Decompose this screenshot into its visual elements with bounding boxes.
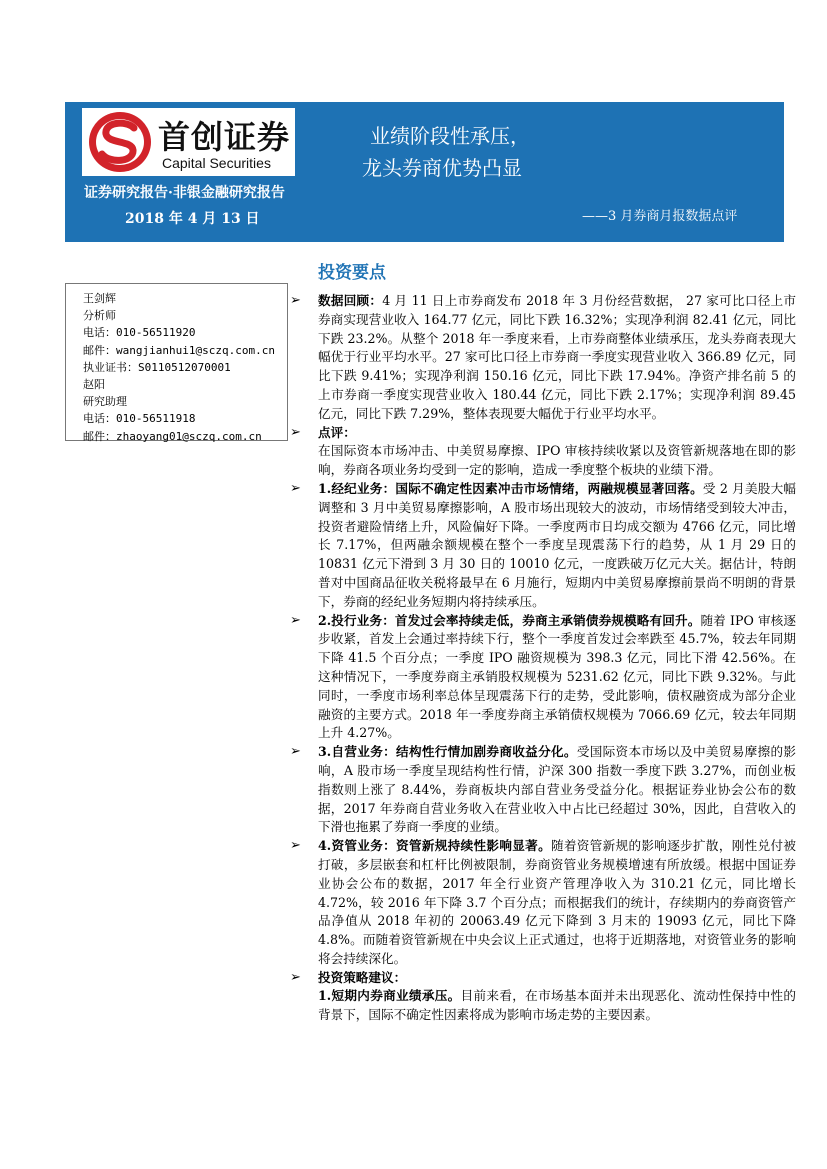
bullet-proprietary (290, 743, 797, 837)
report-date: 2018 年 4 月 13 日 (125, 211, 260, 227)
report-type: 证券研究报告·非银金融研究报告 (84, 185, 285, 201)
bullet-text: 4 月 11 日上市券商发布 2018 年 3 月份经营数据， 27 家可比口径上市券商实现营业收入 164.77 亿元，同比下跌 16.32%；实现净利润 82.41 亿元，同比下跌 23.2%。从整个 2018 年一季度来看，上市券商整体业绩承压，龙头券商表现大幅优于行业平均水平。27 家可比口径上市券商一季度实现营业收入 366.89 亿元，同比下跌 9.41%；实现净利润 150.16 亿元，同比下跌 17.94%。净资产排名前 5 的上市券商一季度实现营业收入 180.44 亿元，同比下跌 2.17%；实现净利润 89.45 亿元，同比下跌 7.29%，整体表现要大幅优于行业平均水平。 (318, 293, 796, 421)
analyst-line: 执业证书：S0110512070001 (83, 360, 231, 374)
strategy-paragraph (296, 987, 796, 1025)
analyst-line: 电话：010-56511920 (83, 326, 196, 340)
analyst-line: 电话：010-56511918 (83, 412, 196, 426)
logo-chinese-name: 首创证券 (158, 118, 291, 156)
arrow-bullet-icon: ➢ (290, 838, 301, 854)
analyst-line: 赵阳 (83, 378, 105, 392)
bullet-label: 点评： (318, 424, 356, 440)
bullet-label: 1.经纪业务：国际不确定性因素冲击市场情绪，两融规模显著回落。 (318, 480, 703, 496)
bullet-label: 数据回顾： (318, 293, 383, 308)
investment-points (290, 292, 797, 1025)
bullet-asset-management (290, 837, 797, 969)
report-header (65, 102, 784, 242)
bullet-strategy (290, 969, 796, 988)
arrow-bullet-icon: ➢ (290, 969, 301, 985)
bullet-brokerage (290, 480, 796, 612)
analyst-line: 分析师 (83, 309, 116, 323)
strategy-text: 目前来看，在市场基本面并未出现恶化、流动性保持中性的背景下，国际不确定性因素将成为影响市场走势的主要因素。 (318, 988, 796, 1023)
arrow-bullet-icon: ➢ (290, 612, 301, 628)
analyst-line: 研究助理 (83, 395, 127, 409)
bullet-text: 受国际资本市场以及中美贸易摩擦的影响，A 股市场一季度呈现结构性行情，沪深 300 指数一季度下跌 3.27%，而创业板指数则上涨了 8.44%，券商板块内部自营业务受益分化。根据证券业协会公布的数据，2017 年券商自营业务收入在营业收入中占比已经超过 30%，因此，自营收入的下滑也拖累了券商一季度的业绩。 (318, 744, 797, 835)
bullet-label: 3.自营业务：结构性行情加剧券商收益分化。 (318, 744, 577, 760)
bullet-text: 随着 IPO 审核逐步收紧，首发上会通过率持续下行，整个一季度首发过会率跌至 45.7%，较去年同期下降 41.5 个百分点；一季度 IPO 融资规模为 398.3 亿元，同比下滑 42.56%。在这种情况下，一季度券商主承销股权规模为 5231.62 亿元，同比下跌 9.32%。与此同时，一季度市场利率总体呈现震荡下行的走势，受此影响，债权融资成为部分企业融资的主要方式。2018 年一季度券商主承销债权规模为 7066.69 亿元，较去年同期上升 4.27%。 (318, 612, 796, 741)
bullet-label: 投资策略建议： (318, 969, 407, 985)
bullet-comment (290, 424, 796, 443)
bullet-investment-banking (290, 612, 796, 744)
section-title: 投资要点 (318, 263, 386, 283)
company-logo (82, 108, 295, 176)
analyst-info-box (65, 283, 288, 441)
logo-english-name: Capital Securities (162, 155, 271, 171)
analyst-line: 王剑辉 (83, 292, 116, 305)
bullet-label: 4.资管业务：资管新规持续性影响显著。 (318, 838, 551, 854)
analyst-line: 邮件：wangjianhui1@sczq.com.cn (83, 343, 275, 357)
report-subtitle: ——3 月券商月报数据点评 (582, 209, 738, 224)
logo-emblem-icon (86, 108, 156, 176)
bullet-text: 受 2 月美股大幅调整和 3 月中美贸易摩擦影响，A 股市场出现较大的波动，市场情绪受到较大冲击，投资者避险情绪上升，风险偏好下降。一季度两市日均成交额为 4766 亿元，同比增长 7.17%，但两融余额规模在整个一季度呈现震荡下行的趋势，从 1 月 29 日的 10831 亿元下滑到 3 月 30 日的 10010 亿元，一度跌破万亿元大关。据估计，特朗普对中国商品征收关税将最早在 6 月施行，短期内中美贸易摩擦前景尚不明朗的背景下，券商的经纪业务短期内将持续承压。 (318, 480, 796, 609)
arrow-bullet-icon: ➢ (290, 293, 301, 308)
arrow-bullet-icon: ➢ (290, 480, 301, 496)
report-title-line2: 龙头券商优势凸显 (362, 156, 522, 180)
bullet-label: 2.投行业务：首发过会率持续走低，券商主承销债券规模略有回升。 (318, 612, 701, 628)
strategy-label: 1.短期内券商业绩承压。 (318, 988, 461, 1004)
report-title-line1: 业绩阶段性承压， (370, 124, 530, 148)
arrow-bullet-icon: ➢ (290, 744, 301, 760)
bullet-text: 随着资管新规的影响逐步扩散，刚性兑付被打破，多层嵌套和杠杆比例被限制，券商资管业务规模增速有所放缓。根据中国证券业协会公布的数据，2017 年全行业资产管理净收入为 310.21 亿元，同比增长 4.72%，较 2016 年下降 3.7 个百分点；而根据我们的统计，存续期内的券商资管产品净值从 2018 年初的 20063.49 亿元下降到 3 月末的 19093 亿元，同比下降 4.8%。而随着资管新规在中央会议上正式通过，也将于近期落地，对资管业务的影响将会持续深化。 (318, 838, 797, 966)
comment-paragraph: 在国际资本市场冲击、中美贸易摩擦、IPO 审核持续收紧以及资管新规落地在即的影响，券商各项业务均受到一定的影响，造成一季度整个板块的业绩下滑。 (318, 443, 796, 478)
arrow-bullet-icon: ➢ (290, 424, 301, 440)
analyst-line: 邮件：zhaoyang01@sczq.com.cn (83, 429, 262, 443)
bullet-data-review (290, 292, 796, 424)
